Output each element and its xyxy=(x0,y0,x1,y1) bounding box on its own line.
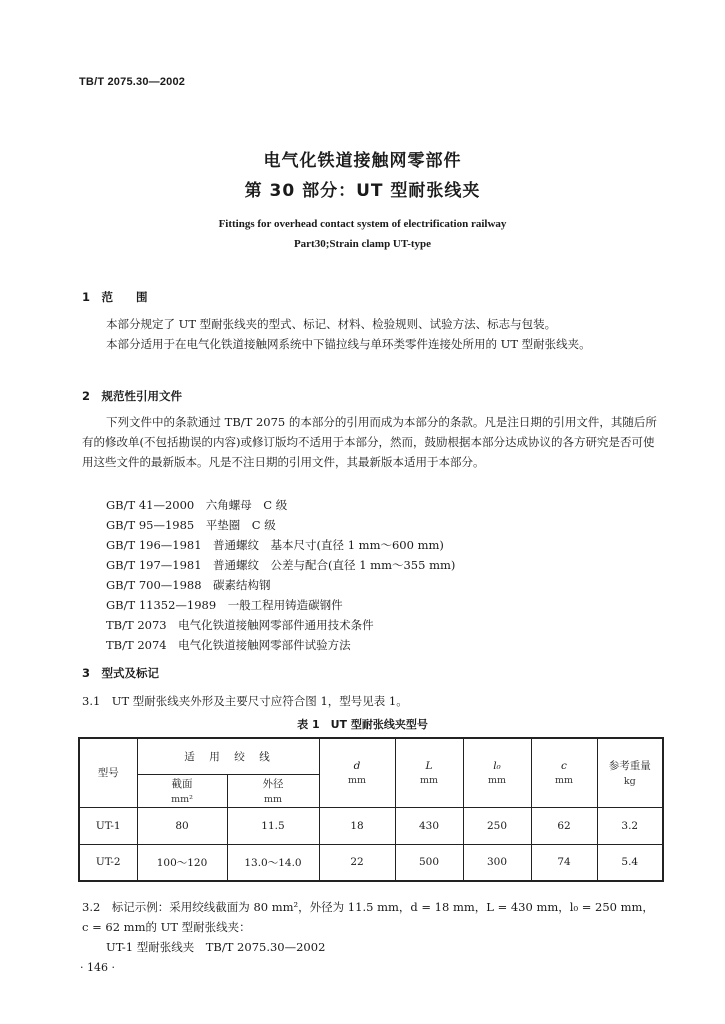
cell-od: 11.5 xyxy=(227,807,319,844)
cell-weight: 3.2 xyxy=(597,807,663,844)
section-3-heading: 3 型式及标记 xyxy=(82,666,160,680)
ref-item: GB/T 41—2000 六角螺母 C 级 xyxy=(106,498,288,512)
marking-example: UT-1 型耐张线夹 TB/T 2075.30—2002 xyxy=(106,940,326,954)
section-1-para-2: 本部分适用于在电气化铁道接触网系统中下锚拉线与单环类零件连接处所用的 UT 型耐张线夹。 xyxy=(106,337,591,351)
cell-L: 430 xyxy=(395,807,463,844)
cell-area: 80 xyxy=(137,807,227,844)
section-3-1-text: 3.1 UT 型耐张线夹外形及主要尺寸应符合图 1，型号见表 1。 xyxy=(82,694,408,708)
title-en-line1: Fittings for overhead contact system of electrification railway xyxy=(218,218,507,230)
header-applicable-strand: 适 用 绞 线 xyxy=(137,738,319,774)
cell-weight: 5.4 xyxy=(597,844,663,881)
title-cn-line2: 第 30 部分：UT 型耐张线夹 xyxy=(244,181,481,201)
ref-item: TB/T 2073 电气化铁道接触网零部件通用技术条件 xyxy=(106,618,374,632)
section-2-heading: 2 规范性引用文件 xyxy=(82,389,183,403)
model-table xyxy=(78,737,664,882)
cell-c: 62 xyxy=(531,807,597,844)
cell-c: 74 xyxy=(531,844,597,881)
ref-item: GB/T 11352—1989 一般工程用铸造碳钢件 xyxy=(106,598,343,612)
table-row xyxy=(79,844,663,881)
header-model: 型号 xyxy=(79,738,137,807)
cell-od: 13.0～14.0 xyxy=(227,844,319,881)
ref-item: GB/T 700—1988 碳素结构钢 xyxy=(106,578,271,592)
section-3-2-line-1: 3.2 标记示例：采用绞线截面为 80 mm²，外径为 11.5 mm，d = 18 mm，L = 430 mm，l₀ = 250 mm， xyxy=(82,900,654,914)
header-L: L mm xyxy=(395,738,463,807)
ref-item: TB/T 2074 电气化铁道接触网零部件试验方法 xyxy=(106,638,351,652)
header-l0: l₀ mm xyxy=(463,738,531,807)
section-1-heading: 1 范 围 xyxy=(82,290,148,304)
ref-item: GB/T 197—1981 普通螺纹 公差与配合(直径 1 mm～355 mm) xyxy=(106,558,456,572)
cell-area: 100～120 xyxy=(137,844,227,881)
cell-d: 18 xyxy=(319,807,395,844)
header-od: 外径 mm xyxy=(227,774,319,807)
cell-l0: 300 xyxy=(463,844,531,881)
title-cn-line1: 电气化铁道接触网零部件 xyxy=(263,151,462,171)
cell-model: UT-2 xyxy=(79,844,137,881)
header-weight: 参考重量 kg xyxy=(597,738,663,807)
header-c: c mm xyxy=(531,738,597,807)
title-en-line2: Part30;Strain clamp UT-type xyxy=(293,238,432,250)
cell-l0: 250 xyxy=(463,807,531,844)
ref-item: GB/T 95—1985 平垫圈 C 级 xyxy=(106,518,276,532)
table-row xyxy=(79,807,663,844)
ref-item: GB/T 196—1981 普通螺纹 基本尺寸(直径 1 mm～600 mm) xyxy=(106,538,444,552)
section-1-para-1: 本部分规定了 UT 型耐张线夹的型式、标记、材料、检验规则、试验方法、标志与包装。 xyxy=(106,317,557,331)
cell-L: 500 xyxy=(395,844,463,881)
section-2-para: 下列文件中的条款通过 TB/T 2075 的本部分的引用而成为本部分的条款。凡是注日期的引用文件，其随后所有的修改单(不包括勘误的内容)或修订版均不适用于本部分，然而，鼓励根据本部分达成协议的各方研究是否可使用这些文件的最新版本。凡是不注日期的引用文件，其最新版本适用于本部分。 xyxy=(82,415,657,469)
cell-d: 22 xyxy=(319,844,395,881)
cell-model: UT-1 xyxy=(79,807,137,844)
table-caption: 表 1 UT 型耐张线夹型号 xyxy=(297,718,428,731)
page-number: · 146 · xyxy=(80,961,115,974)
header-area: 截面 mm² xyxy=(137,774,227,807)
standard-id: TB/T 2075.30—2002 xyxy=(79,76,186,88)
header-d: d mm xyxy=(319,738,395,807)
section-3-2-line-2: c = 62 mm的 UT 型耐张线夹： xyxy=(82,920,251,934)
